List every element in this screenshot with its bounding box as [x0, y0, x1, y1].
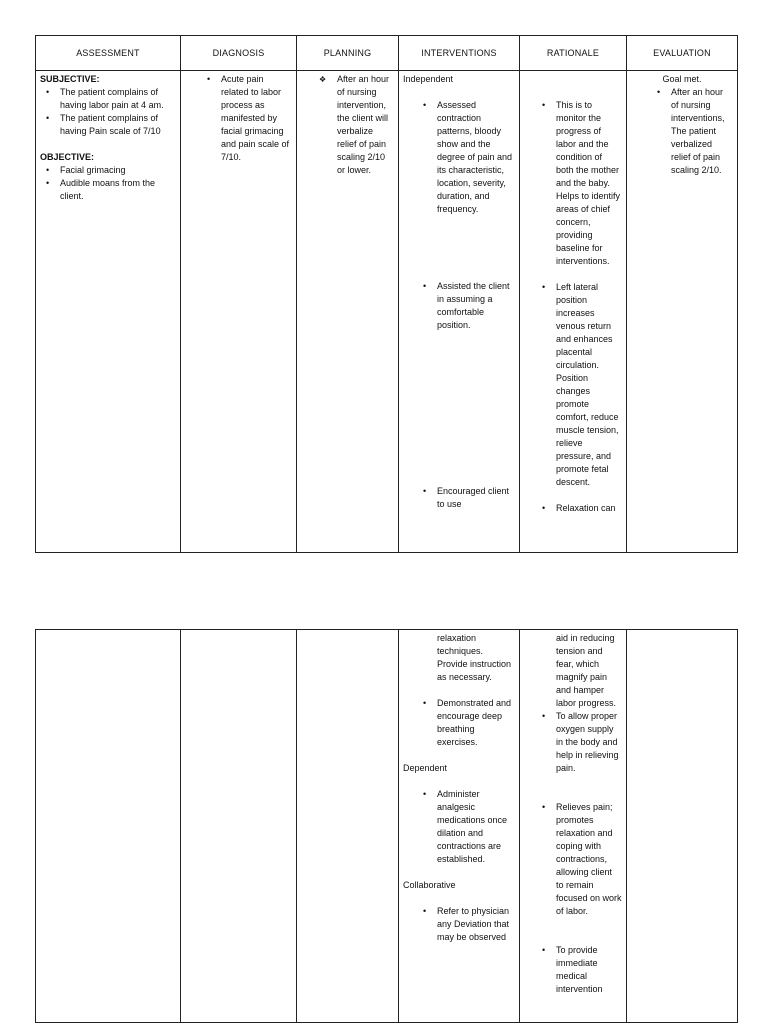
header-rationale: RATIONALE	[520, 36, 627, 71]
care-plan-table-page-1	[35, 35, 738, 553]
assessment-cell	[36, 71, 181, 553]
continued-text: aid in reducing tension and fear, which magnify pain and hamper labor progress.	[556, 633, 617, 708]
rationale-cell	[520, 630, 627, 1023]
evaluation-list	[631, 86, 733, 177]
assessment-cell	[36, 630, 181, 1023]
list-item: • Relaxation can	[556, 502, 622, 515]
content-row	[36, 630, 738, 1023]
list-item: • Relieves pain; promotes relaxation and coping with contractions, allowing client to remain focused on work of labor.	[556, 801, 622, 918]
interventions-list	[403, 697, 515, 749]
list-item: • The patient complains of having labor pain at 4 am.	[60, 86, 176, 112]
header-assessment: ASSESSMENT	[36, 36, 181, 71]
evaluation-cell	[627, 630, 738, 1023]
diagnosis-list	[185, 73, 292, 164]
goal-status: Goal met.	[662, 74, 702, 84]
diagnosis-cell	[181, 71, 297, 553]
list-item: ❖ After an hour of nursing intervention, the client will verbalize relief of pain scaling 2/10 or lower.	[337, 73, 394, 177]
planning-list	[301, 73, 394, 177]
interventions-list	[403, 99, 515, 511]
subjective-label: SUBJECTIVE:	[40, 74, 100, 84]
independent-label: Independent	[403, 74, 454, 84]
list-item: • Encouraged client to use	[437, 485, 515, 511]
header-diagnosis: DIAGNOSIS	[181, 36, 297, 71]
list-item: • Assessed contraction patterns, bloody show and the degree of pain and its characteristic, location, severity, duration, and frequency.	[437, 99, 515, 216]
evaluation-cell	[627, 71, 738, 553]
list-item: • Administer analgesic medications once dilation and contractions are established.	[437, 788, 515, 866]
list-item: • Refer to physician any Deviation that may be observed	[437, 905, 515, 944]
rationale-list	[524, 710, 622, 996]
list-item: • This is to monitor the progress of labor and the condition of both the mother and the baby. Helps to identify areas of chief concern, providing baseline for interventions.	[556, 99, 622, 268]
collaborative-label: Collaborative	[403, 880, 456, 890]
header-interventions: INTERVENTIONS	[399, 36, 520, 71]
subjective-list	[40, 86, 176, 138]
interventions-cell	[399, 630, 520, 1023]
dependent-list	[403, 788, 515, 866]
list-item: • Acute pain related to labor process as manifested by facial grimacing and pain scale of 7/10.	[221, 73, 292, 164]
list-item: • Audible moans from the client.	[60, 177, 176, 203]
header-planning: PLANNING	[297, 36, 399, 71]
content-row	[36, 71, 738, 553]
header-row	[36, 36, 738, 71]
rationale-list	[524, 99, 622, 515]
list-item: • Demonstrated and encourage deep breathing exercises.	[437, 697, 515, 749]
list-item: • Assisted the client in assuming a comfortable position.	[437, 280, 515, 332]
list-item: • Left lateral position increases venous return and enhances placental circulation. Position changes promote comfort, reduce muscle tension, relieve pressure, and promote fetal descent.	[556, 281, 622, 489]
objective-label: OBJECTIVE:	[40, 152, 95, 162]
collaborative-list	[403, 905, 515, 944]
list-item: • To provide immediate medical intervention	[556, 944, 622, 996]
objective-list	[40, 164, 176, 203]
planning-cell	[297, 630, 399, 1023]
list-item: • To allow proper oxygen supply in the body and help in relieving pain.	[556, 710, 622, 775]
diagnosis-cell	[181, 630, 297, 1023]
continued-text: relaxation techniques. Provide instruction as necessary.	[437, 633, 512, 682]
care-plan-table-page-2	[35, 629, 738, 1023]
header-evaluation: EVALUATION	[627, 36, 738, 71]
planning-cell	[297, 71, 399, 553]
interventions-cell	[399, 71, 520, 553]
rationale-cell	[520, 71, 627, 553]
dependent-label: Dependent	[403, 763, 448, 773]
list-item: • After an hour of nursing interventions, The patient verbalized relief of pain scaling 2/10.	[671, 86, 733, 177]
list-item: • The patient complains of having Pain scale of 7/10	[60, 112, 176, 138]
list-item: • Facial grimacing	[60, 164, 176, 177]
